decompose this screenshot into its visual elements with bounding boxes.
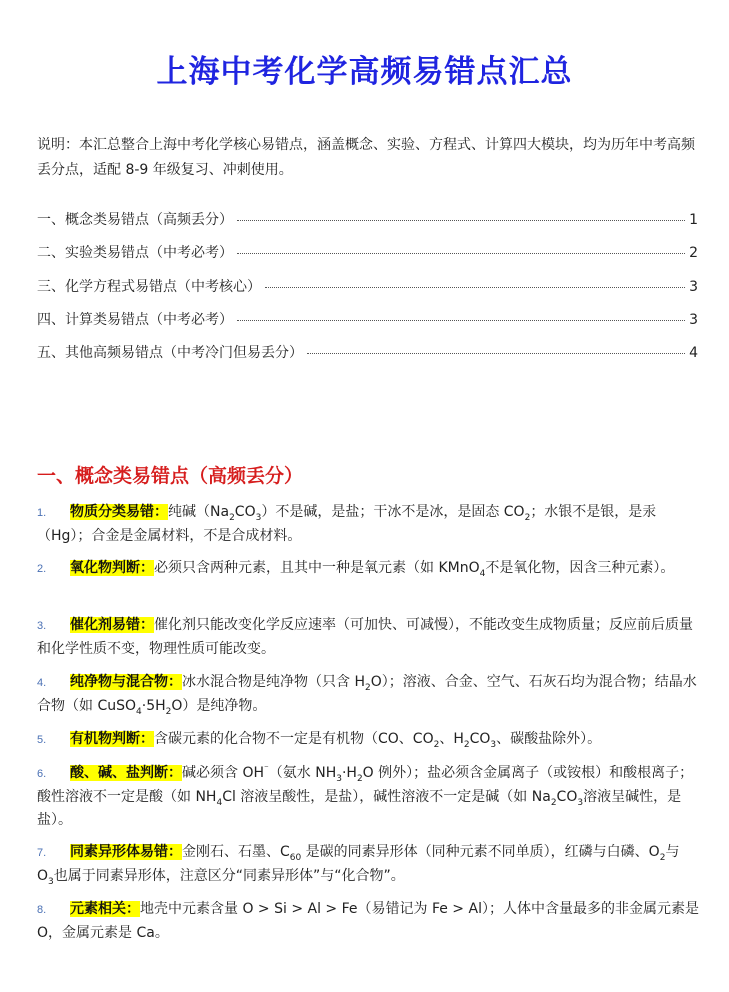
toc-page-number: 2	[689, 245, 698, 262]
list-item	[37, 898, 699, 945]
list-item-number: 1.	[37, 507, 47, 519]
list-item-number: 5.	[37, 734, 47, 746]
subscript-text: 3	[48, 876, 54, 887]
subscript-text: 2	[356, 773, 363, 784]
body-text: 金刚石、石墨、C	[182, 844, 290, 860]
body-text: CO	[469, 731, 491, 747]
subscript-text: 4	[479, 568, 486, 579]
body-text: 含碳元素的化合物不一定是有机物（CO、CO	[154, 731, 434, 747]
subscript-text: 2	[463, 739, 470, 750]
body-text: 不是氧化物，因含三种元素）。	[485, 560, 675, 576]
toc-entry-label: 三、化学方程式易错点（中考核心）	[37, 278, 261, 295]
highlighted-keyword: 纯净物与混合物：	[70, 674, 182, 690]
subscript-text: 60	[289, 852, 302, 863]
body-text: 是碳的同素异形体（同种元素不同单质），红磷与白磷、O	[301, 844, 660, 860]
body-text: 纯碱（Na	[168, 504, 230, 520]
subscript-text: 3	[255, 512, 262, 523]
body-text: 与 O	[37, 844, 680, 884]
toc-entry-label: 二、实验类易错点（中考必考）	[37, 245, 233, 262]
toc-entry-label: 五、其他高频易错点（中考冷门但易丢分）	[37, 345, 303, 362]
subscript-text: 2	[659, 852, 666, 863]
highlighted-keyword: 酸、碱、盐判断：	[70, 765, 182, 781]
toc-page-number: 4	[689, 345, 698, 362]
list-item-number: 6.	[37, 768, 47, 780]
highlighted-keyword: 物质分类易错：	[70, 504, 168, 520]
subscript-text: 3	[490, 739, 497, 750]
list-item	[37, 671, 699, 718]
body-text: 碱必须含 OH	[182, 765, 264, 781]
list-item-number: 3.	[37, 620, 47, 632]
body-text: O）是纯净物。	[171, 698, 267, 714]
body-text: 也属于同素异形体，注意区分“同素异形体”与“化合物”。	[53, 868, 405, 884]
toc-entry-label: 一、概念类易错点（高频丢分）	[37, 212, 233, 228]
list-item	[37, 501, 699, 548]
highlighted-keyword: 有机物判断：	[70, 731, 154, 747]
subscript-text: 3	[577, 797, 584, 808]
list-item-number: 8.	[37, 904, 47, 916]
list-item	[37, 728, 699, 752]
list-item-number: 4.	[37, 677, 47, 689]
highlighted-keyword: 元素相关：	[70, 901, 140, 917]
list-item	[37, 614, 699, 661]
document-title: 上海中考化学高频易错点汇总	[156, 54, 573, 90]
toc-dot-leader	[237, 220, 685, 221]
table-of-contents	[37, 209, 698, 375]
body-text: ·5H	[141, 698, 166, 714]
body-text: 冰水混合物是纯净物（只含 H	[182, 674, 365, 690]
body-text: 、H	[439, 731, 464, 747]
body-text: ）不是碱，是盐；干冰不是冰，是固态 CO	[261, 504, 525, 520]
body-text: 、碳酸盐除外）。	[496, 731, 602, 747]
body-text: O 例外）；盐必须含金属离子（或铵根）和酸根离子；酸性溶液不一定是酸（如 NH	[37, 765, 694, 805]
toc-dot-leader	[237, 320, 685, 321]
highlighted-keyword: 同素异形体易错：	[70, 844, 182, 860]
toc-page-number: 1	[689, 212, 698, 228]
body-text: 溶液呈碱性，是盐）。	[37, 789, 682, 828]
list-item-number: 2.	[37, 563, 47, 575]
subscript-text: 3	[336, 773, 342, 784]
list-item	[37, 841, 699, 888]
toc-dot-leader	[237, 253, 685, 254]
body-text: ·H	[341, 765, 357, 781]
list-item	[37, 557, 699, 581]
section-heading: 一、概念类易错点（高频丢分）	[37, 465, 304, 487]
list-item-number: 7.	[37, 847, 47, 859]
body-text: CO	[556, 789, 578, 805]
body-text: CO	[234, 504, 256, 520]
subscript-text: 2	[364, 682, 371, 693]
subscript-text: 2	[165, 706, 172, 717]
toc-entry-label: 四、计算类易错点（中考必考）	[37, 311, 233, 328]
toc-entry[interactable]	[37, 242, 698, 275]
toc-page-number: 3	[689, 278, 698, 295]
superscript-text: ⁻	[264, 764, 269, 775]
subscript-text: 2	[229, 512, 235, 523]
subscript-text: 2	[433, 739, 440, 750]
toc-entry[interactable]	[37, 309, 698, 342]
body-text: 必须只含两种元素，且其中一种是氧元素（如 KMnO	[154, 560, 480, 576]
body-text: Cl 溶液呈酸性，是盐），碱性溶液不一定是碱（如 Na	[222, 789, 551, 805]
highlighted-keyword: 氧化物判断：	[70, 560, 154, 576]
highlighted-keyword: 催化剂易错：	[70, 617, 154, 633]
body-text: ；水银不是银，是汞（Hg）；合金是金属材料，不是合成材料。	[37, 504, 657, 544]
toc-entry[interactable]	[37, 342, 698, 375]
list-item	[37, 762, 699, 832]
subscript-text: 4	[136, 706, 142, 717]
subscript-text: 2	[550, 797, 557, 808]
toc-dot-leader	[307, 353, 685, 354]
body-text: 地壳中元素含量 O > Si > Al > Fe（易错记为 Fe > Al）；人体中含量最多的非金属元素是 O，金属元素是 Ca。	[37, 901, 699, 941]
toc-dot-leader	[265, 287, 685, 288]
body-text: （氨水 NH	[268, 765, 337, 781]
subscript-text: 2	[524, 512, 531, 523]
body-text: O）；溶液、合金、空气、石灰石均为混合物；结晶水合物（如 CuSO	[37, 674, 697, 714]
toc-page-number: 3	[689, 311, 698, 328]
subscript-text: 4	[216, 797, 223, 808]
toc-entry[interactable]	[37, 276, 698, 309]
toc-entry[interactable]	[37, 209, 698, 242]
body-text: 催化剂只能改变化学反应速率（可加快、可减慢），不能改变生成物质量；反应前后质量和化学性质不变，物理性质可能改变。	[37, 617, 693, 657]
intro-paragraph: 说明：本汇总整合上海中考化学核心易错点，涵盖概念、实验、方程式、计算四大模块，均为历年中考高频丢分点，适配 8-9 年级复习、冲刺使用。	[37, 137, 695, 178]
